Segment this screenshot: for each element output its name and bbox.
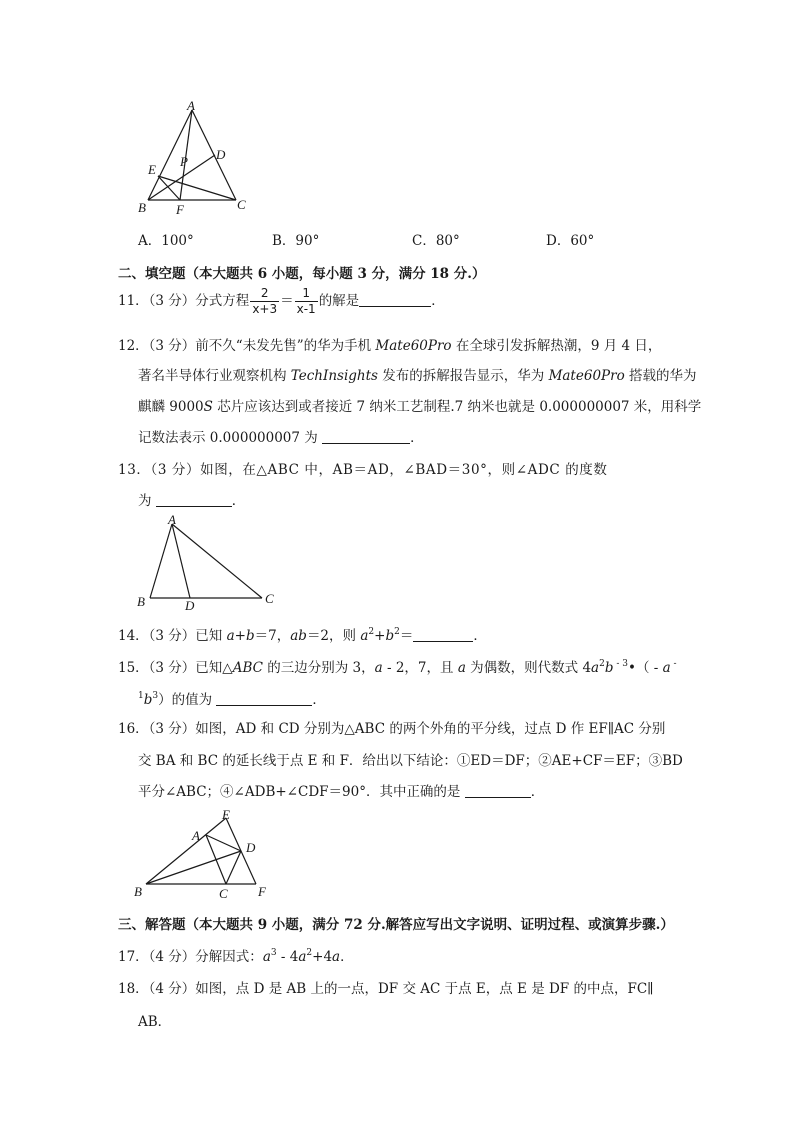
q11-suffix: 的解是 [318,293,360,309]
label-d: D [185,598,195,613]
label-a: A [187,98,195,113]
q14-exp: 2 [394,627,400,637]
question-16-line-2: 交 BA 和 BC 的延长线于点 E 和 F．给出以下结论：①ED＝DF；②AE+CF＝EF；③BD [138,753,683,769]
q14-text: 14．（3 分）已知 [118,628,227,644]
question-14 [118,624,487,644]
q16-end: ． [530,784,545,800]
figure-triangle-abc-p [128,98,258,218]
q14-end: ． [473,628,487,644]
q15-var: b [143,692,153,708]
question-16-line-1: 16．（3 分）如图，AD 和 CD 分别为△ABC 的两个外角的平分线，过点 D 作 EF∥AC 分别 [118,721,666,737]
q12-text: 著名半导体行业观察机构 [138,368,291,384]
q15-exp: - [670,659,677,669]
q17-exp: 2 [306,948,313,958]
q17-text: 17．（4 分）分解因式： [118,949,263,965]
label-a: A [192,828,200,843]
q11-frac1-num: 2 [250,286,279,302]
q11-end: ． [431,293,445,309]
label-b: B [138,200,146,215]
q12-text: 12．（3 分）前不久“未发先售”的华为手机 [118,338,376,354]
question-18-line-1: 18．（4 分）如图，点 D 是 AB 上的一点，DF 交 AC 于点 E，点 E 是 DF 的中点，FC∥ [118,981,654,997]
q15-var: a [374,660,383,676]
label-e: E [148,162,156,177]
option-b: B．90° [272,233,320,249]
q14-var: b [245,628,255,644]
q15-var: a [591,660,600,676]
section-2-title: 二、填空题（本大题共 6 小题，每小题 3 分，满分 18 分.） [118,266,486,282]
figure-exterior-bisectors [130,808,280,902]
q15-text: ）的值为 [158,692,217,708]
label-f: F [176,202,184,217]
label-b: B [137,594,145,609]
q14-var: a [226,628,235,644]
line-be [146,818,226,884]
section-3-title: 三、解答题（本大题共 9 小题，满分 72 分.解答应写出文字说明、证明过程、或演算步骤.） [118,917,674,933]
q15-end: ． [312,692,326,708]
label-p: P [180,154,188,169]
question-16-line-3 [138,780,544,800]
q11-frac1-den: x+3 [252,302,278,316]
q17-text: - 4 [276,949,299,965]
q17-text: +4 [312,949,333,965]
q11-fraction-1 [250,286,279,317]
q15-text: 的三边分别为 3， [262,660,375,676]
q12-text: 发布的拆解报告显示，华为 [377,368,549,384]
q15-text: 为偶数，则代数式 4 [465,660,592,676]
q15-answer-blank[interactable] [216,693,312,706]
q14-text: + [374,628,386,644]
q14-var: ab [290,628,307,644]
q15-text: •（ - [628,660,663,676]
label-e: E [222,808,230,822]
question-15-line-1 [118,656,677,676]
q16-text: 平分∠ABC；④∠ADB+∠CDF＝90°．其中正确的是 [138,784,465,800]
q17-end: ． [340,949,354,965]
label-d: D [246,840,256,855]
q15-var: b [604,660,614,676]
question-12-line-3 [138,395,701,415]
q12-phone-model: Mate60Pro [548,368,625,384]
q12-answer-blank[interactable] [322,431,410,444]
option-c: C．80° [412,233,460,249]
q15-var: a [457,660,466,676]
q12-text: 麒麟 9000 [138,399,204,415]
q11-prefix: 11．（3 分）分式方程 [118,293,250,309]
q11-frac2-den: x-1 [296,302,316,316]
figure-triangle-abd [130,512,290,614]
q17-exp: 3 [270,948,277,958]
edge-ab [150,524,172,598]
question-15-line-2 [138,688,326,708]
q14-text: ＝7， [254,628,291,644]
q15-var: a [662,660,671,676]
question-12-line-4 [138,426,424,446]
question-17 [118,945,354,965]
q12-text: 在全球引发拆解热潮，9 月 4 日， [451,338,662,354]
q17-var: a [298,949,307,965]
q15-text: 15．（3 分）已知△ [118,660,233,676]
label-b: B [134,884,142,899]
q12-phone-model: Mate60Pro [375,338,452,354]
option-a: A．100° [138,233,194,249]
q12-text: 记数法表示 0.000000007 为 [138,430,323,446]
q16-answer-blank[interactable] [465,785,531,798]
q14-answer-blank[interactable] [413,629,473,642]
q13-text: 为 [138,493,156,509]
q14-text: ＝ [399,628,414,644]
q15-exp: 1 [138,691,144,701]
q12-text: 搭载的华为 [624,368,697,384]
question-18-line-2: AB． [138,1014,172,1030]
q12-chip-suffix: S [203,399,213,415]
question-13-line-1: 13．（3 分）如图，在△ABC 中，AB＝AD，∠BAD＝30°，则∠ADC 的度数 [118,462,608,478]
q14-exp: 2 [368,627,375,637]
question-13-line-2 [138,489,245,509]
q17-var: a [262,949,271,965]
label-d: D [216,147,226,162]
q12-text: 芯片应该达到或者接近 7 纳米工艺制程.7 纳米也就是 0.000000007 米，用科学 [212,399,702,415]
label-a: A [168,512,176,527]
q17-var: a [332,949,341,965]
edge-ac [172,524,262,598]
question-12-line-2 [138,364,697,384]
q14-text: ＝2，则 [306,628,361,644]
q11-fraction-2 [295,286,318,317]
label-f: F [258,884,266,899]
q13-answer-blank[interactable] [156,494,232,507]
q11-answer-blank[interactable] [359,294,431,307]
q14-var: a [360,628,369,644]
question-12-line-1 [118,334,661,354]
q15-exp: - 3 [613,659,628,669]
q11-frac2-num: 1 [295,286,318,302]
q13-end: ． [231,493,246,509]
q15-exp: 3 [152,691,159,701]
segment-ad [172,524,190,598]
q14-text: + [234,628,246,644]
option-d: D．60° [546,233,595,249]
segment-bd [146,851,241,884]
label-c: C [265,591,274,606]
q15-exp: 2 [599,659,605,669]
q15-var: ABC [232,660,263,676]
q11-eq: ＝ [280,293,294,309]
q12-org: TechInsights [290,368,378,384]
question-11 [118,286,445,317]
q12-end: ． [410,430,424,446]
q14-var: b [385,628,395,644]
q15-text: - 2，7，且 [382,660,458,676]
label-c: C [219,886,228,901]
label-c: C [237,197,246,212]
